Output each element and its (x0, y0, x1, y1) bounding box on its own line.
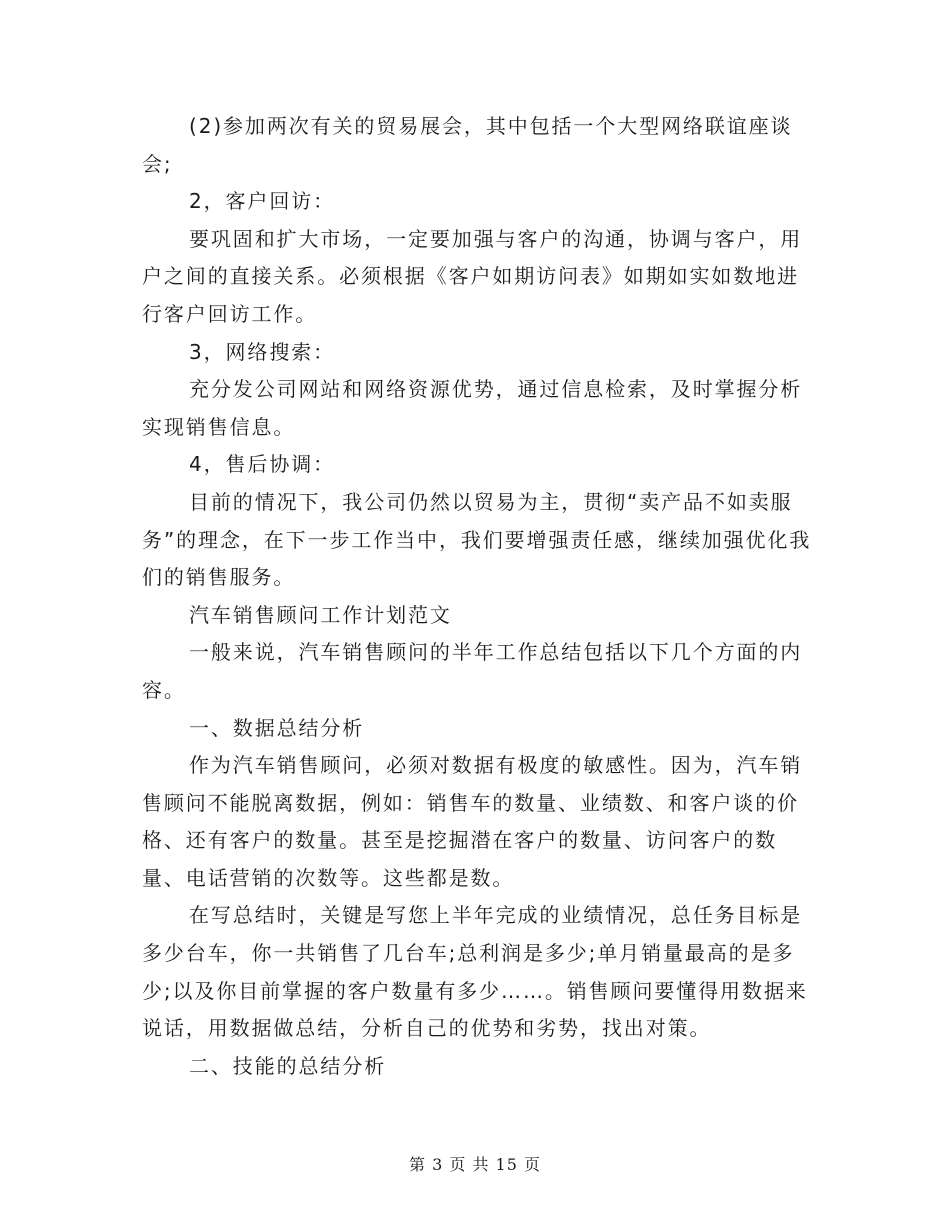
heading-after-sales: 4，售后协调： (189, 452, 336, 477)
section-title: 汽车销售顾问工作计划范文 (189, 602, 452, 627)
heading-customer-visit: 2，客户回访： (189, 189, 336, 214)
heading-skills-analysis: 二、技能的总结分析 (189, 1053, 387, 1078)
paragraph-data-sensitivity: 作为汽车销售顾问，必须对数据有极度的敏感性。因为，汽车销售顾问不能脱离数据，例如：销售车的数量、业绩数、和客户谈的价格、还有客户的数量。甚至是挖掘潜在客户的数量、访问客户的数量、电话营销的次数等。这些都是数。 (142, 753, 803, 890)
paragraph-intro: 一般来说，汽车销售顾问的半年工作总结包括以下几个方面的内容。 (142, 640, 803, 702)
paragraph-summary-writing: 在写总结时，关键是写您上半年完成的业绩情况，总任务目标是多少台车，你一共销售了几台车;总利润是多少;单月销量最高的是多少;以及你目前掌握的客户数量有多少……。销售顾问要懂得用数据来说话，用数据做总结，分析自己的优势和劣势，找出对策。 (142, 903, 808, 1041)
paragraph-web-search: 充分发公司网站和网络资源优势，通过信息检索，及时掌握分析实现销售信息。 (142, 377, 803, 439)
paragraph-trade-fair: (2)参加两次有关的贸易展会，其中包括一个大型网络联谊座谈会; (142, 114, 793, 176)
page-number-footer: 第 3 页 共 15 页 (409, 1155, 541, 1174)
heading-data-analysis: 一、数据总结分析 (189, 715, 365, 740)
document-body (142, 108, 812, 1085)
paragraph-customer-visit: 要巩固和扩大市场，一定要加强与客户的沟通，协调与客户，用户之间的直接关系。必须根据《客户如期访问表》如期如实如数地进行客户回访工作。 (142, 226, 803, 326)
heading-web-search: 3，网络搜索： (189, 339, 336, 364)
paragraph-after-sales: 目前的情况下，我公司仍然以贸易为主，贯彻“卖产品不如卖服务”的理念，在下一步工作当中，我们要增强责任感，继续加强优化我们的销售服务。 (142, 489, 812, 590)
